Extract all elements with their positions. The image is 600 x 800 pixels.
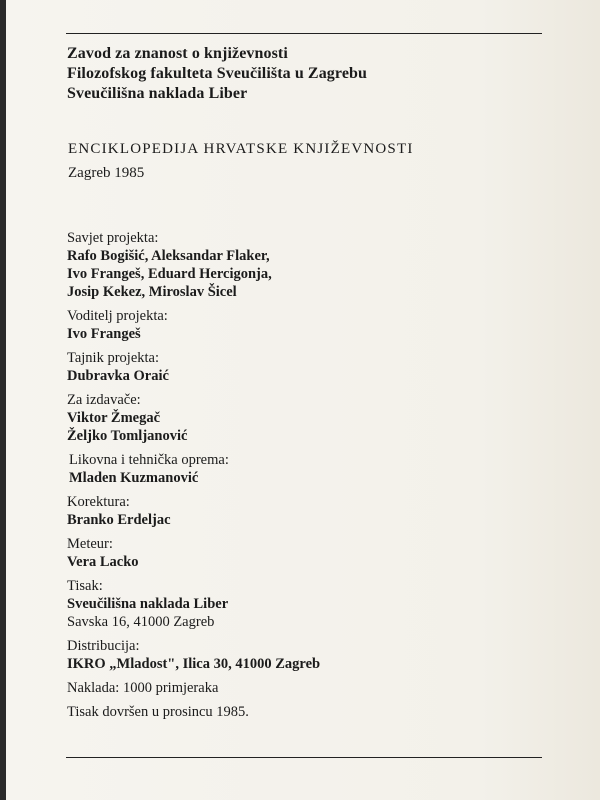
credit-value: Rafo Bogišić, Aleksandar Flaker, [67,248,270,264]
credit-value: Ivo Frangeš, Eduard Hercigonja, [67,266,272,282]
credit-izdavace [67,391,547,445]
credit-korektura [67,493,547,529]
credit-value: Vera Lacko [67,554,139,570]
credit-value: Branko Erdeljac [67,512,171,528]
credits [67,229,547,727]
printer-address: Savska 16, 41000 Zagreb [67,614,215,630]
credit-label: Za izdavače: [67,392,141,408]
credit-voditelj [67,307,547,343]
header-line: Zavod za znanost o književnosti [67,45,288,62]
credit-label: Savjet projekta: [67,230,159,246]
bottom-rule [66,757,542,758]
print-completed-text: Tisak dovršen u prosincu 1985. [67,704,249,720]
credit-label: Likovna i tehnička oprema: [69,452,229,468]
credit-distribucija [67,637,547,673]
credit-value: IKRO „Mladost", Ilica 30, 41000 Zagreb [67,656,321,672]
credit-label: Meteur: [67,536,113,552]
publisher-header [67,44,367,104]
top-rule [66,33,542,34]
header-line: Sveučilišna naklada Liber [67,85,248,102]
credit-value: Sveučilišna naklada Liber [67,596,229,612]
credit-value: Viktor Žmegač [67,410,161,426]
credit-tajnik [67,349,547,385]
credit-label: Tajnik projekta: [67,350,159,366]
credit-label: Tisak: [67,578,103,594]
series-title: ENCIKLOPEDIJA HRVATSKE KNJIŽEVNOSTI [68,141,414,157]
credit-oprema [67,451,547,487]
credit-meteur [67,535,547,571]
place-year: Zagreb 1985 [68,165,145,181]
print-run [67,679,547,697]
print-completed [67,703,547,721]
credit-label: Korektura: [67,494,130,510]
credit-value: Željko Tomljanović [67,428,188,444]
header-line: Filozofskog fakulteta Sveučilišta u Zagrebu [67,65,368,82]
credit-value: Ivo Frangeš [67,326,141,342]
credit-value: Mladen Kuzmanović [69,470,199,486]
credit-tisak [67,577,547,631]
credit-label: Distribucija: [67,638,140,654]
credit-savjet [67,229,547,301]
print-run-text: Naklada: 1000 primjeraka [67,680,219,696]
credit-value: Josip Kekez, Miroslav Šicel [67,284,237,300]
credit-label: Voditelj projekta: [67,308,168,324]
page-edge [0,0,6,800]
credit-value: Dubravka Oraić [67,368,169,384]
